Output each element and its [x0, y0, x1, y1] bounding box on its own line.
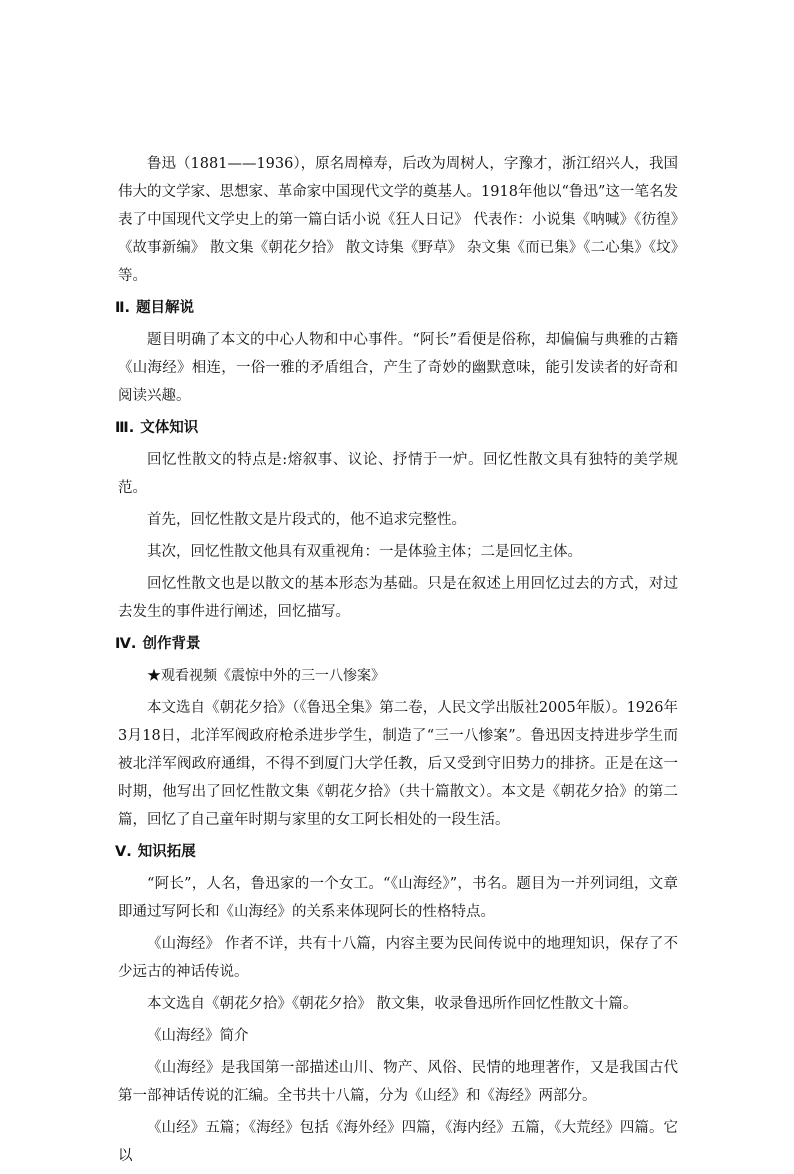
extension-paragraph-4: 《山海经》是我国第一部描述山川、物产、风俗、民情的地理著作，又是我国古代第一部神话传说的汇编。全书共十八篇，分为《山经》和《海经》两部分。 [118, 1060, 678, 1104]
section-title: 创作背景 [142, 636, 201, 652]
section-number: Ⅴ. [115, 844, 132, 860]
title-explanation-paragraph: 题目明确了本文的中心人物和中心事件。“阿长”看便是俗称，却偏偏与典雅的古籍《山海经》相连，一俗一雅的矛盾组合，产生了奇妙的幽默意味，能引发读者的好奇和阅读兴趣。 [118, 332, 678, 404]
section-heading-genre-knowledge [115, 414, 678, 442]
genre-paragraph-3: 其次，回忆性散文他具有双重视角：一是体验主体；二是回忆主体。 [147, 544, 582, 560]
document-page [115, 150, 678, 1174]
section-number: Ⅳ. [115, 636, 137, 652]
extension-paragraph-1: “阿长”，人名，鲁迅家的一个女工。“《山海经》”，书名。题目为一并列词组，文章即通过写阿长和《山海经》的关系来体现阿长的性格特点。 [118, 876, 678, 920]
background-paragraph: 本文选自《朝花夕拾》（《鲁迅全集》第二卷，人民文学出版社2005年版）。1926年3月18日，北洋军阀政府枪杀进步学生，制造了“三一八惨案”。鲁迅因支持进步学生而被北洋军阀政府通缉，不得不到厦门大学任教，后又受到守旧势力的排挤。正是在这一时期，他写出了回忆性散文集《朝花夕拾》（共十篇散文）。本文是《朝花夕拾》的第二篇，回忆了自己童年时期与家里的女工阿长相处的一段生活。 [118, 700, 678, 828]
extension-subtitle: 《山海经》简介 [147, 1028, 249, 1044]
section-number: Ⅱ. [115, 300, 131, 316]
section-heading-title-explanation [115, 294, 678, 322]
watch-video-link[interactable]: ★观看视频《震惊中外的三一八惨案》 [147, 668, 385, 684]
extension-paragraph-3: 本文选自《朝花夕拾》《朝花夕拾》 散文集，收录鲁迅所作回忆性散文十篇。 [147, 996, 638, 1012]
genre-paragraph-2: 首先，回忆性散文是片段式的，他不追求完整性。 [147, 512, 466, 528]
section-number: Ⅲ. [115, 420, 135, 436]
author-intro-paragraph: 鲁迅（1881——1936），原名周樟寿，后改为周树人，字豫才，浙江绍兴人，我国伟大的文学家、思想家、革命家中国现代文学的奠基人。1918年他以“鲁迅”这一笔名发表了中国现代文学史上的第一篇白话小说《狂人日记》 代表作：小说集《呐喊》《彷徨》《故事新编》 散文集《朝花夕拾》 散文诗集《野草》 杂文集《而已集》《二心集》《坟》等。 [118, 156, 678, 284]
genre-paragraph-1: 回忆性散文的特点是:熔叙事、议论、抒情于一炉。回忆性散文具有独特的美学规范。 [118, 452, 678, 496]
section-heading-knowledge-extension [115, 838, 678, 866]
section-title: 文体知识 [140, 420, 199, 436]
extension-paragraph-2: 《山海经》 作者不详，共有十八篇，内容主要为民间传说中的地理知识，保存了不少远古的神话传说。 [118, 936, 678, 980]
section-title: 知识拓展 [137, 844, 196, 860]
extension-paragraph-5: 《山经》五篇；《海经》包括《海外经》四篇，《海内经》五篇，《大荒经》四篇。它以 [118, 1120, 678, 1164]
section-title: 题目解说 [136, 300, 195, 316]
genre-paragraph-4: 回忆性散文也是以散文的基本形态为基础。只是在叙述上用回忆过去的方式，对过去发生的事件进行阐述，回忆描写。 [118, 576, 678, 620]
section-heading-background [115, 630, 678, 658]
